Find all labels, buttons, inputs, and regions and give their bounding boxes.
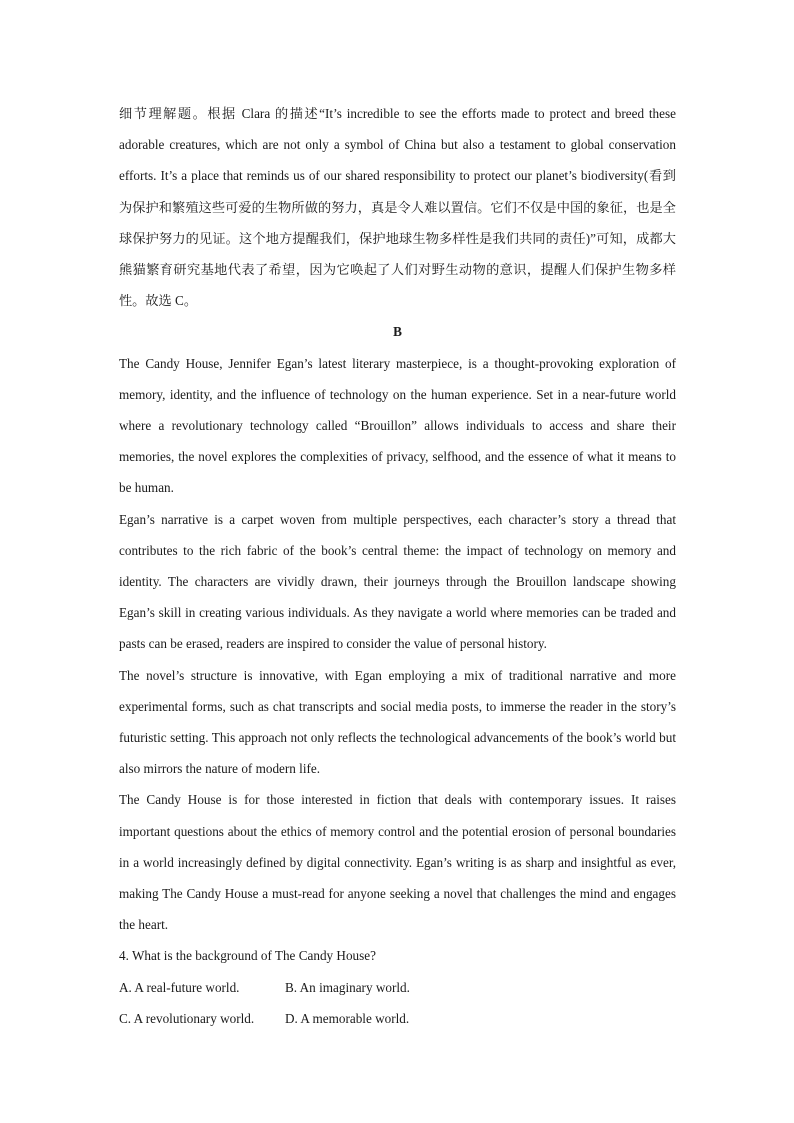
passage-paragraph-2: Egan’s narrative is a carpet woven from multiple perspectives, each character’s story a thread that contributes to the rich fabric of the book’s central theme: the impact of technology on memory and identity. The characters are vividly drawn, their journeys through the Brouillon landscape showing Egan’s skill in creating various individuals. As they navigate a world where memories can be traded and pasts can be erased, readers are inspired to consider the value of personal history. [119, 511, 676, 652]
options-row-2 [119, 1003, 676, 1034]
option-d: D. A memorable world. [285, 1010, 410, 1026]
passage-paragraph-3: The novel’s structure is innovative, with Egan employing a mix of traditional narrative and more experimental forms, such as chat transcripts and social media posts, to immerse the reader in the story’s futuristic setting. This approach not only reflects the technological advancements of the book’s world but also mirrors the nature of modern life. [119, 667, 676, 777]
document-page [119, 98, 676, 1034]
section-label: B [393, 324, 402, 340]
question-stem: 4. What is the background of The Candy House? [119, 948, 376, 964]
option-b: B. An imaginary world. [285, 979, 410, 995]
option-a: A. A real-future world. [119, 979, 240, 995]
option-c: C. A revolutionary world. [119, 1010, 255, 1026]
passage-paragraph-1: The Candy House, Jennifer Egan’s latest literary masterpiece, is a thought-provoking exploration of memory, identity, and the influence of technology on the human experience. Set in a near-future world where a revolutionary technology called “Brouillon” allows individuals to access and share their memories, the novel explores the complexities of privacy, selfhood, and the essence of what it means to be human. [119, 355, 676, 496]
passage-paragraph-4: The Candy House is for those interested in fiction that deals with contemporary issues. It raises important questions about the ethics of memory control and the potential erosion of personal boundaries in a world increasingly defined by digital connectivity. Egan’s writing is as sharp and insightful as ever, making The Candy House a must-read for anyone seeking a novel that challenges the mind and engages the heart. [119, 792, 676, 933]
answer-explanation: 细节理解题。根据 Clara 的描述“It’s incredible to see the efforts made to protect and breed these adorable creatures, which are not only a symbol of China but also a testament to global conservation efforts. It’s a place that reminds us of our shared responsibility to protect our planet’s biodiversity(看到为保护和繁殖这些可爱的生物所做的努力，真是令人难以置信。它们不仅是中国的象征，也是全球保护努力的见证。这个地方提醒我们，保护地球生物多样性是我们共同的责任)”可知，成都大熊猫繁育研究基地代表了希望，因为它唤起了人们对野生动物的意识，提醒人们保护生物多样性。故选 C。 [119, 106, 676, 309]
options-row-1 [119, 972, 676, 1003]
